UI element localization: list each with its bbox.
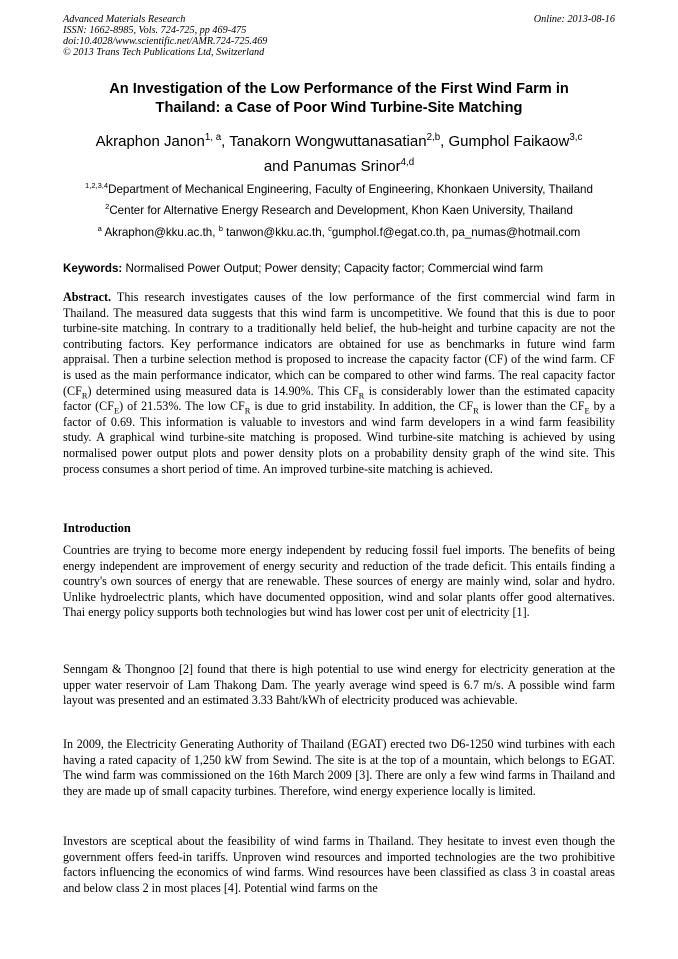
intro-paragraph-3: In 2009, the Electricity Generating Authority of Thailand (EGAT) erected two D6-1250 wind turbines with each having a rated capacity of 1,250 kW from Sewind. The site is at the top of a mountain, which belongs to EGAT. The wind farm was commissioned on the 16th March 2009 [3]. There are only a few wind farms in Thailand and they are made up of small capacity turbines. Therefore, wind energy experience locally is limited.	[63, 737, 615, 798]
author-2: Tanakorn Wongwuttanasatian	[229, 133, 427, 150]
keywords-text: Normalised Power Output; Power density; Capacity factor; Commercial wind farm	[122, 262, 544, 275]
subscript: R	[473, 405, 479, 416]
affiliation-2-marker: 2	[105, 202, 110, 212]
abstract-text: by a factor of 0.69. This information is valuable to investors and wind farm developers in a wind farm feasibility study. A graphical wind turbine-site matching is proposed. Wind turbine-site matching is achieved by using normalised power output plots and power density plots on a probability density graph of the wind site. This process consumes a short period of time. An improved turbine-site matching is achieved.	[63, 399, 616, 476]
journal-name: Advanced Materials Research	[63, 14, 186, 25]
paper-title	[63, 80, 615, 118]
subscript: R	[81, 389, 88, 400]
abstract-text: This research investigates causes of the low performance of the first commercial wind farm in Thailand. The measured data suggests that this wind farm is uncompetitive. We found that this is due to poor turbine-site matching. In contrary to a traditionally held belief, the hub-height and turbine capacity are not the contributing factors. Key performance indicators are obtained for use as benchmarks in future wind farm appraisal. Then a turbine selection method is proposed to increase the capacity factor (CF) of the wind farm. CF is used as the main performance indicator, which can be compared to other wind farms. The real capacity factor (CF	[63, 290, 615, 398]
email-b: tanwon@kku.ac.th,	[222, 226, 329, 239]
subscript: E	[113, 405, 120, 416]
journal-doi: doi:10.4028/www.scientific.net/AMR.724-725.469	[63, 36, 268, 47]
keywords-label: Keywords:	[63, 262, 123, 275]
abstract-text: is lower than the CF	[478, 399, 585, 414]
author-3-affil: 3,c	[569, 132, 583, 143]
author-separator: ,	[440, 133, 449, 150]
author-1: Akraphon Janon	[95, 133, 205, 150]
affiliation-1	[48, 183, 630, 197]
intro-paragraph-1: Countries are trying to become more energy independent by reducing fossil fuel imports. The benefits of being energy independent are improvement of energy security and reduction of the trade deficit. This entails finding a country's own sources of energy that are renewable. These sources of energy are mainly wind, solar and hydro. Unlike hydroelectric plants, which have documented opposition, wind and solar plants offer good alternatives. Thai energy policy supports both technologies but wind has lower cost per unit of electricity [1].	[63, 543, 615, 620]
abstract-text: ) of 21.53%. The low CF	[119, 399, 245, 414]
title-line-2: Thailand: a Case of Poor Wind Turbine-Site Matching	[155, 100, 523, 116]
online-date: Online: 2013-08-16	[533, 14, 615, 25]
email-c: gumphol.f@egat.co.th, pa_numas@hotmail.com	[331, 226, 581, 239]
author-conjunction: and	[263, 158, 294, 175]
abstract-text: ) determined using measured data is 14.90%. This CF	[87, 383, 359, 398]
author-4-affil: 4,d	[400, 157, 415, 168]
abstract-text: is due to grid instability. In addition, the CF	[250, 399, 474, 414]
abstract-text: is considerably lower than the estimated capacity factor (CF	[63, 383, 615, 414]
title-line-1: An Investigation of the Low Performance of the First Wind Farm in	[109, 81, 569, 97]
author-list	[63, 129, 615, 179]
section-heading-introduction: Introduction	[63, 521, 131, 535]
author-1-affil: 1, a	[204, 132, 222, 143]
subscript: R	[244, 405, 251, 416]
email-b-marker: b	[218, 224, 223, 234]
email-c-marker: c	[328, 224, 332, 234]
keywords	[63, 262, 615, 276]
intro-paragraph-2: Senngam & Thongnoo [2] found that there is high potential to use wind energy for electricity generation at the upper water reservoir of Lam Thakong Dam. The yearly average wind speed is 6.7 m/s. A possible wind farm layout was presented and an estimated 3.33 Baht/kWh of electricity produced was achievable.	[63, 662, 615, 708]
email-a: Akraphon@kku.ac.th,	[101, 226, 219, 239]
journal-issn: ISSN: 1662-8985, Vols. 724-725, pp 469-475	[63, 25, 247, 36]
abstract-label: Abstract.	[63, 290, 112, 304]
authors-line-1	[63, 129, 615, 154]
intro-paragraph-4: Investors are sceptical about the feasibility of wind farms in Thailand. They hesitate to invest even though the government offers feed-in tariffs. Unproven wind resources and imported technologies are the two prohibitive factors influencing the economics of wind farms. Wind resources have been classified as class 3 in coastal areas and below class 2 in most places [4]. Potential wind farms on the	[63, 834, 615, 895]
affiliation-1-marker: 1,2,3,4	[85, 181, 109, 191]
journal-copyright: © 2013 Trans Tech Publications Ltd, Switzerland	[63, 47, 265, 58]
authors-line-2	[63, 154, 615, 179]
email-line	[48, 226, 630, 240]
author-3: Gumphol Faikaow	[448, 133, 570, 150]
abstract	[63, 290, 615, 477]
subscript: R	[358, 389, 365, 400]
author-2-affil: 2,b	[426, 132, 441, 143]
author-4: Panumas Srinor	[293, 158, 401, 175]
affiliation-2	[48, 204, 630, 218]
journal-header	[63, 14, 267, 58]
subscript: E	[584, 405, 590, 416]
email-a-marker: a	[97, 224, 102, 234]
affiliation-1-text: Department of Mechanical Engineering, Faculty of Engineering, Khonkaen University, Thailand	[108, 183, 593, 196]
author-separator: ,	[221, 133, 230, 150]
affiliation-2-text: Center for Alternative Energy Research and Development, Khon Kaen University, Thailand	[109, 204, 573, 217]
